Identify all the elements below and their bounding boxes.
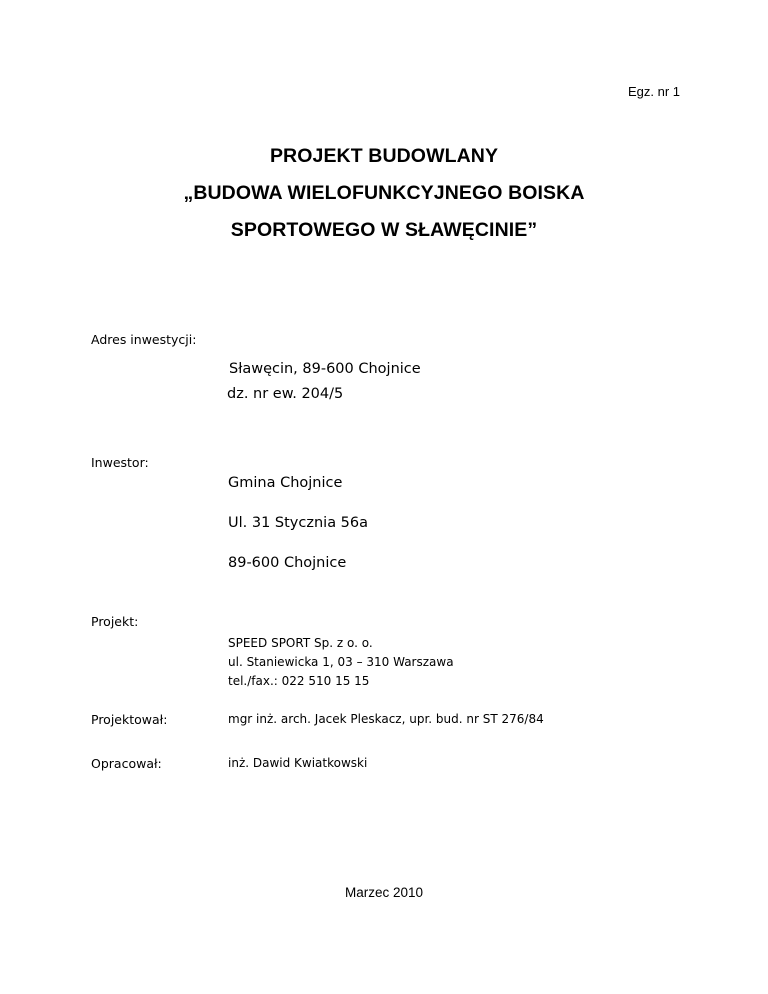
designed-by-value: mgr inż. arch. Jacek Pleskacz, upr. bud. nr ST 276/84 bbox=[228, 712, 544, 726]
investment-address-line-2: dz. nr ew. 204/5 bbox=[227, 386, 344, 402]
copy-number: Egz. nr 1 bbox=[627, 84, 680, 99]
investor-line-1: Gmina Chojnice bbox=[228, 475, 343, 491]
document-date: Marzec 2010 bbox=[344, 885, 424, 900]
project-line-3: tel./fax.: 022 510 15 15 bbox=[228, 674, 370, 688]
document-title-line-3: SPORTOWEGO W SŁAWĘCINIE” bbox=[230, 219, 538, 241]
investment-address-line-1: Sławęcin, 89-600 Chojnice bbox=[229, 361, 421, 377]
investment-address-label: Adres inwestycji: bbox=[91, 332, 197, 347]
document-title-line-2: „BUDOWA WIELOFUNKCYJNEGO BOISKA bbox=[183, 182, 585, 204]
investor-label: Inwestor: bbox=[91, 455, 149, 470]
investor-line-3: 89-600 Chojnice bbox=[228, 555, 347, 571]
investor-line-2: Ul. 31 Stycznia 56a bbox=[228, 515, 369, 531]
designed-by-label: Projektował: bbox=[91, 712, 168, 727]
project-line-1: SPEED SPORT Sp. z o. o. bbox=[228, 636, 373, 650]
prepared-by-value: inż. Dawid Kwiatkowski bbox=[228, 756, 368, 770]
document-title-line-1: PROJEKT BUDOWLANY bbox=[269, 145, 499, 167]
prepared-by-label: Opracował: bbox=[91, 756, 162, 771]
project-line-2: ul. Staniewicka 1, 03 – 310 Warszawa bbox=[228, 655, 454, 669]
project-label: Projekt: bbox=[91, 614, 139, 629]
